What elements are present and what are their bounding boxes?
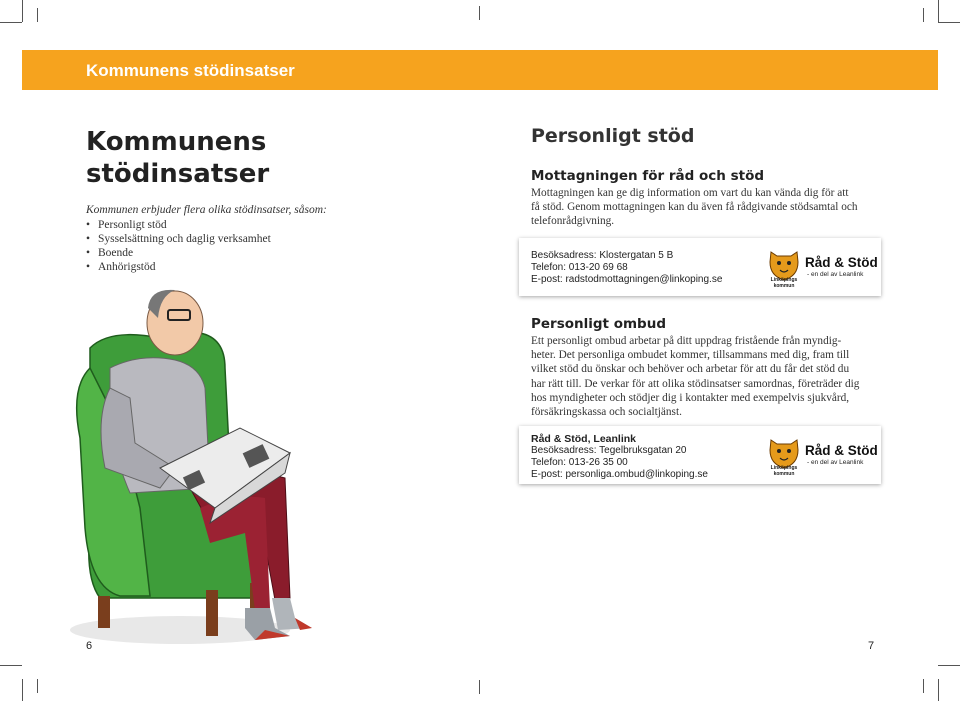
- support-list: [86, 218, 271, 274]
- brand-name: Råd & Stöd: [805, 255, 878, 270]
- crop-mark: [0, 665, 22, 666]
- crop-mark: [0, 22, 22, 23]
- crop-mark: [938, 665, 960, 666]
- crop-mark: [938, 22, 960, 23]
- crop-mark: [938, 679, 939, 701]
- text-line: Mottagningen kan ge dig information om vart du kan vända dig för att: [531, 187, 849, 199]
- section-heading: Mottagningen för råd och stöd: [531, 168, 765, 184]
- banner-title: Kommunens stödinsatser: [86, 61, 295, 80]
- text-line: telefonrådgivning.: [531, 215, 615, 228]
- list-item: • Sysselsättning och daglig verksamhet: [86, 232, 271, 246]
- phone-line: Telefon: 013-26 35 00: [531, 457, 628, 468]
- page-number: 6: [86, 640, 93, 652]
- contact-card: [519, 426, 881, 484]
- text-line: försäkringskassa och socialtjänst.: [531, 406, 682, 419]
- list-item: • Anhörigstöd: [86, 260, 271, 274]
- brand-name: Råd & Stöd: [805, 443, 878, 458]
- email-link[interactable]: E-post: personliga.ombud@linkoping.se: [531, 469, 708, 480]
- crop-mark: [22, 0, 23, 22]
- section-body: [531, 334, 871, 419]
- card-title: Råd & Stöd, Leanlink: [531, 433, 637, 445]
- text-line: Ett personligt ombud arbetar på ditt uppdrag fristående från myndig-: [531, 335, 842, 347]
- text-line: heter. Det personliga ombudet kommer, tillsammans med dig, fram till: [531, 349, 850, 362]
- contact-card: [519, 238, 881, 296]
- list-item: • Boende: [86, 246, 271, 260]
- brand-subtitle: - en del av Leanlink: [807, 271, 864, 278]
- section-heading: Personligt ombud: [531, 316, 666, 332]
- crop-mark: [22, 679, 23, 701]
- logo-label: Linköpings kommun: [770, 277, 798, 289]
- crop-mark: [479, 6, 480, 20]
- crop-mark: [479, 680, 480, 694]
- page-number: 7: [868, 640, 875, 652]
- list-item: • Personligt stöd: [86, 218, 271, 232]
- text-line: hos myndigheter och stödjer dig i kontakter med exempelvis sjukvård,: [531, 391, 850, 404]
- text-line: få stöd. Genom mottagningen kan du även få rådgivande stödsamtal och: [531, 201, 858, 214]
- crop-mark: [923, 679, 924, 693]
- section-body: [531, 186, 871, 229]
- intro-text: Kommunen erbjuder flera olika stödinsatser, såsom:: [86, 204, 327, 216]
- logo-label: Linköpings kommun: [770, 465, 798, 477]
- left-page-title: Kommunens stödinsatser: [86, 127, 270, 189]
- address-line: Besöksadress: Tegelbruksgatan 20: [531, 445, 687, 456]
- right-page-title: Personligt stöd: [531, 125, 695, 147]
- crop-mark: [938, 0, 939, 22]
- text-line: har rätt till. De verkar för att olika stödinsatser samordnas, företräder dig: [531, 377, 860, 390]
- text-line: vilket stöd du önskar och behöver och arbetar för att du får det stöd du: [531, 363, 850, 376]
- crop-mark: [923, 8, 924, 22]
- crop-mark: [37, 8, 38, 22]
- header-banner: [22, 50, 938, 90]
- email-link[interactable]: E-post: radstodmottagningen@linkoping.se: [531, 274, 723, 285]
- crop-mark: [37, 679, 38, 693]
- phone-line: Telefon: 013-20 69 68: [531, 262, 628, 273]
- man-reading-illustration: [50, 278, 350, 648]
- brand-subtitle: - en del av Leanlink: [807, 459, 864, 466]
- address-line: Besöksadress: Klostergatan 5 B: [531, 250, 674, 261]
